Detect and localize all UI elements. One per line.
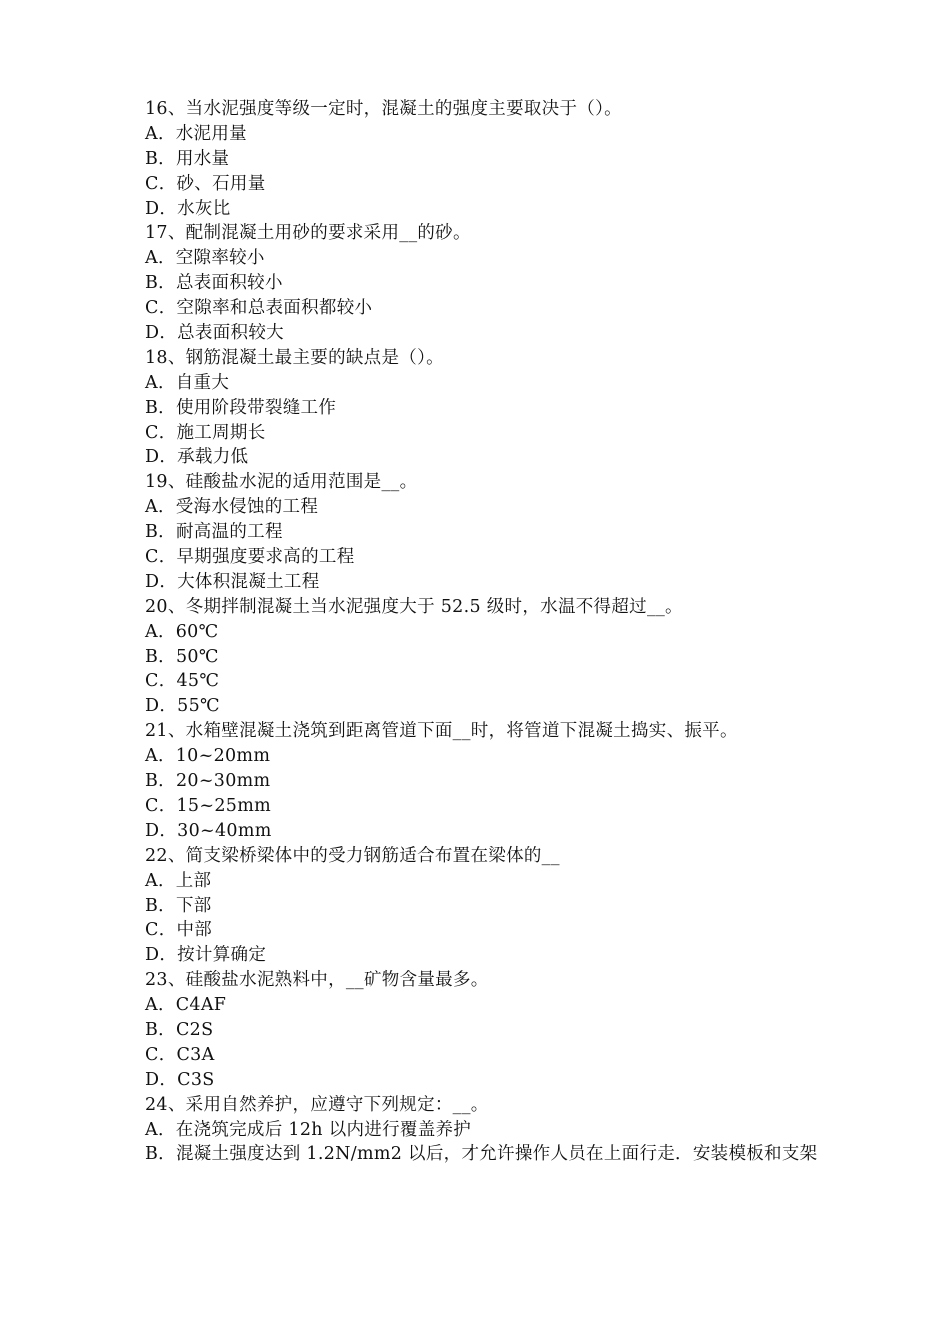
option-c: C．中部: [145, 920, 213, 941]
option-d: D．55℃: [145, 696, 220, 717]
option-a: A．10~20mm: [145, 746, 271, 767]
option-a: A．C4AF: [145, 995, 227, 1016]
option-c: C．施工周期长: [145, 422, 266, 443]
question-stem: 22、简支梁桥梁体中的受力钢筋适合布置在梁体的__: [145, 845, 560, 866]
option-b: B．总表面积较小: [145, 273, 283, 294]
question-stem: 23、硅酸盐水泥熟料中，__矿物含量最多。: [145, 970, 489, 991]
option-c: C．砂、石用量: [145, 173, 266, 194]
option-b: B．50℃: [145, 646, 219, 667]
question-21: [145, 719, 825, 843]
option-d: D．C3S: [145, 1069, 215, 1090]
option-b: B．耐高温的工程: [145, 522, 283, 543]
question-stem: 21、水箱壁混凝土浇筑到距离管道下面__时，将管道下混凝土捣实、振平。: [145, 721, 738, 742]
option-d: D．按计算确定: [145, 945, 267, 966]
option-b: B．混凝土强度达到 1.2N/mm2 以后，才允许操作人员在上面行走．安装模板和支架: [145, 1144, 818, 1165]
option-c: C．45℃: [145, 671, 220, 692]
option-d: D．承载力低: [145, 447, 249, 468]
option-a: A．自重大: [145, 372, 230, 393]
option-c: C．C3A: [145, 1044, 215, 1065]
option-c: C．15~25mm: [145, 795, 271, 816]
option-d: D．总表面积较大: [145, 323, 284, 344]
question-stem: 19、硅酸盐水泥的适用范围是__。: [145, 472, 418, 493]
option-a: A．水泥用量: [145, 123, 247, 144]
option-b: B．用水量: [145, 148, 230, 169]
option-a: A．60℃: [145, 621, 219, 642]
question-24: [145, 1093, 825, 1168]
question-stem: 18、钢筋混凝土最主要的缺点是（）。: [145, 347, 444, 368]
option-b: B．20~30mm: [145, 771, 271, 792]
question-stem: 20、冬期拌制混凝土当水泥强度大于 52.5 级时，水温不得超过__。: [145, 596, 683, 617]
question-stem: 24、采用自然养护，应遵守下列规定：__。: [145, 1094, 489, 1115]
option-d: D．水灰比: [145, 198, 231, 219]
option-d: D．大体积混凝土工程: [145, 571, 320, 592]
option-a: A．空隙率较小: [145, 248, 265, 269]
option-d: D．30~40mm: [145, 820, 272, 841]
option-b: B．下部: [145, 895, 212, 916]
option-a: A．在浇筑完成后 12h 以内进行覆盖养护: [145, 1119, 472, 1140]
question-23: [145, 968, 825, 1092]
option-c: C．空隙率和总表面积都较小: [145, 298, 373, 319]
question-18: [145, 346, 825, 470]
question-stem: 16、当水泥强度等级一定时，混凝土的强度主要取决于（）。: [145, 99, 622, 119]
document-page: [145, 97, 825, 1167]
question-17: [145, 221, 825, 345]
option-a: A．受海水侵蚀的工程: [145, 497, 319, 518]
option-b: B．C2S: [145, 1019, 214, 1040]
option-a: A．上部: [145, 870, 212, 891]
option-b: B．使用阶段带裂缝工作: [145, 397, 337, 418]
question-20: [145, 595, 825, 719]
question-stem: 17、配制混凝土用砂的要求采用__的砂。: [145, 223, 471, 244]
question-16: [145, 97, 825, 221]
question-22: [145, 844, 825, 968]
question-19: [145, 470, 825, 594]
option-c: C．早期强度要求高的工程: [145, 547, 355, 568]
